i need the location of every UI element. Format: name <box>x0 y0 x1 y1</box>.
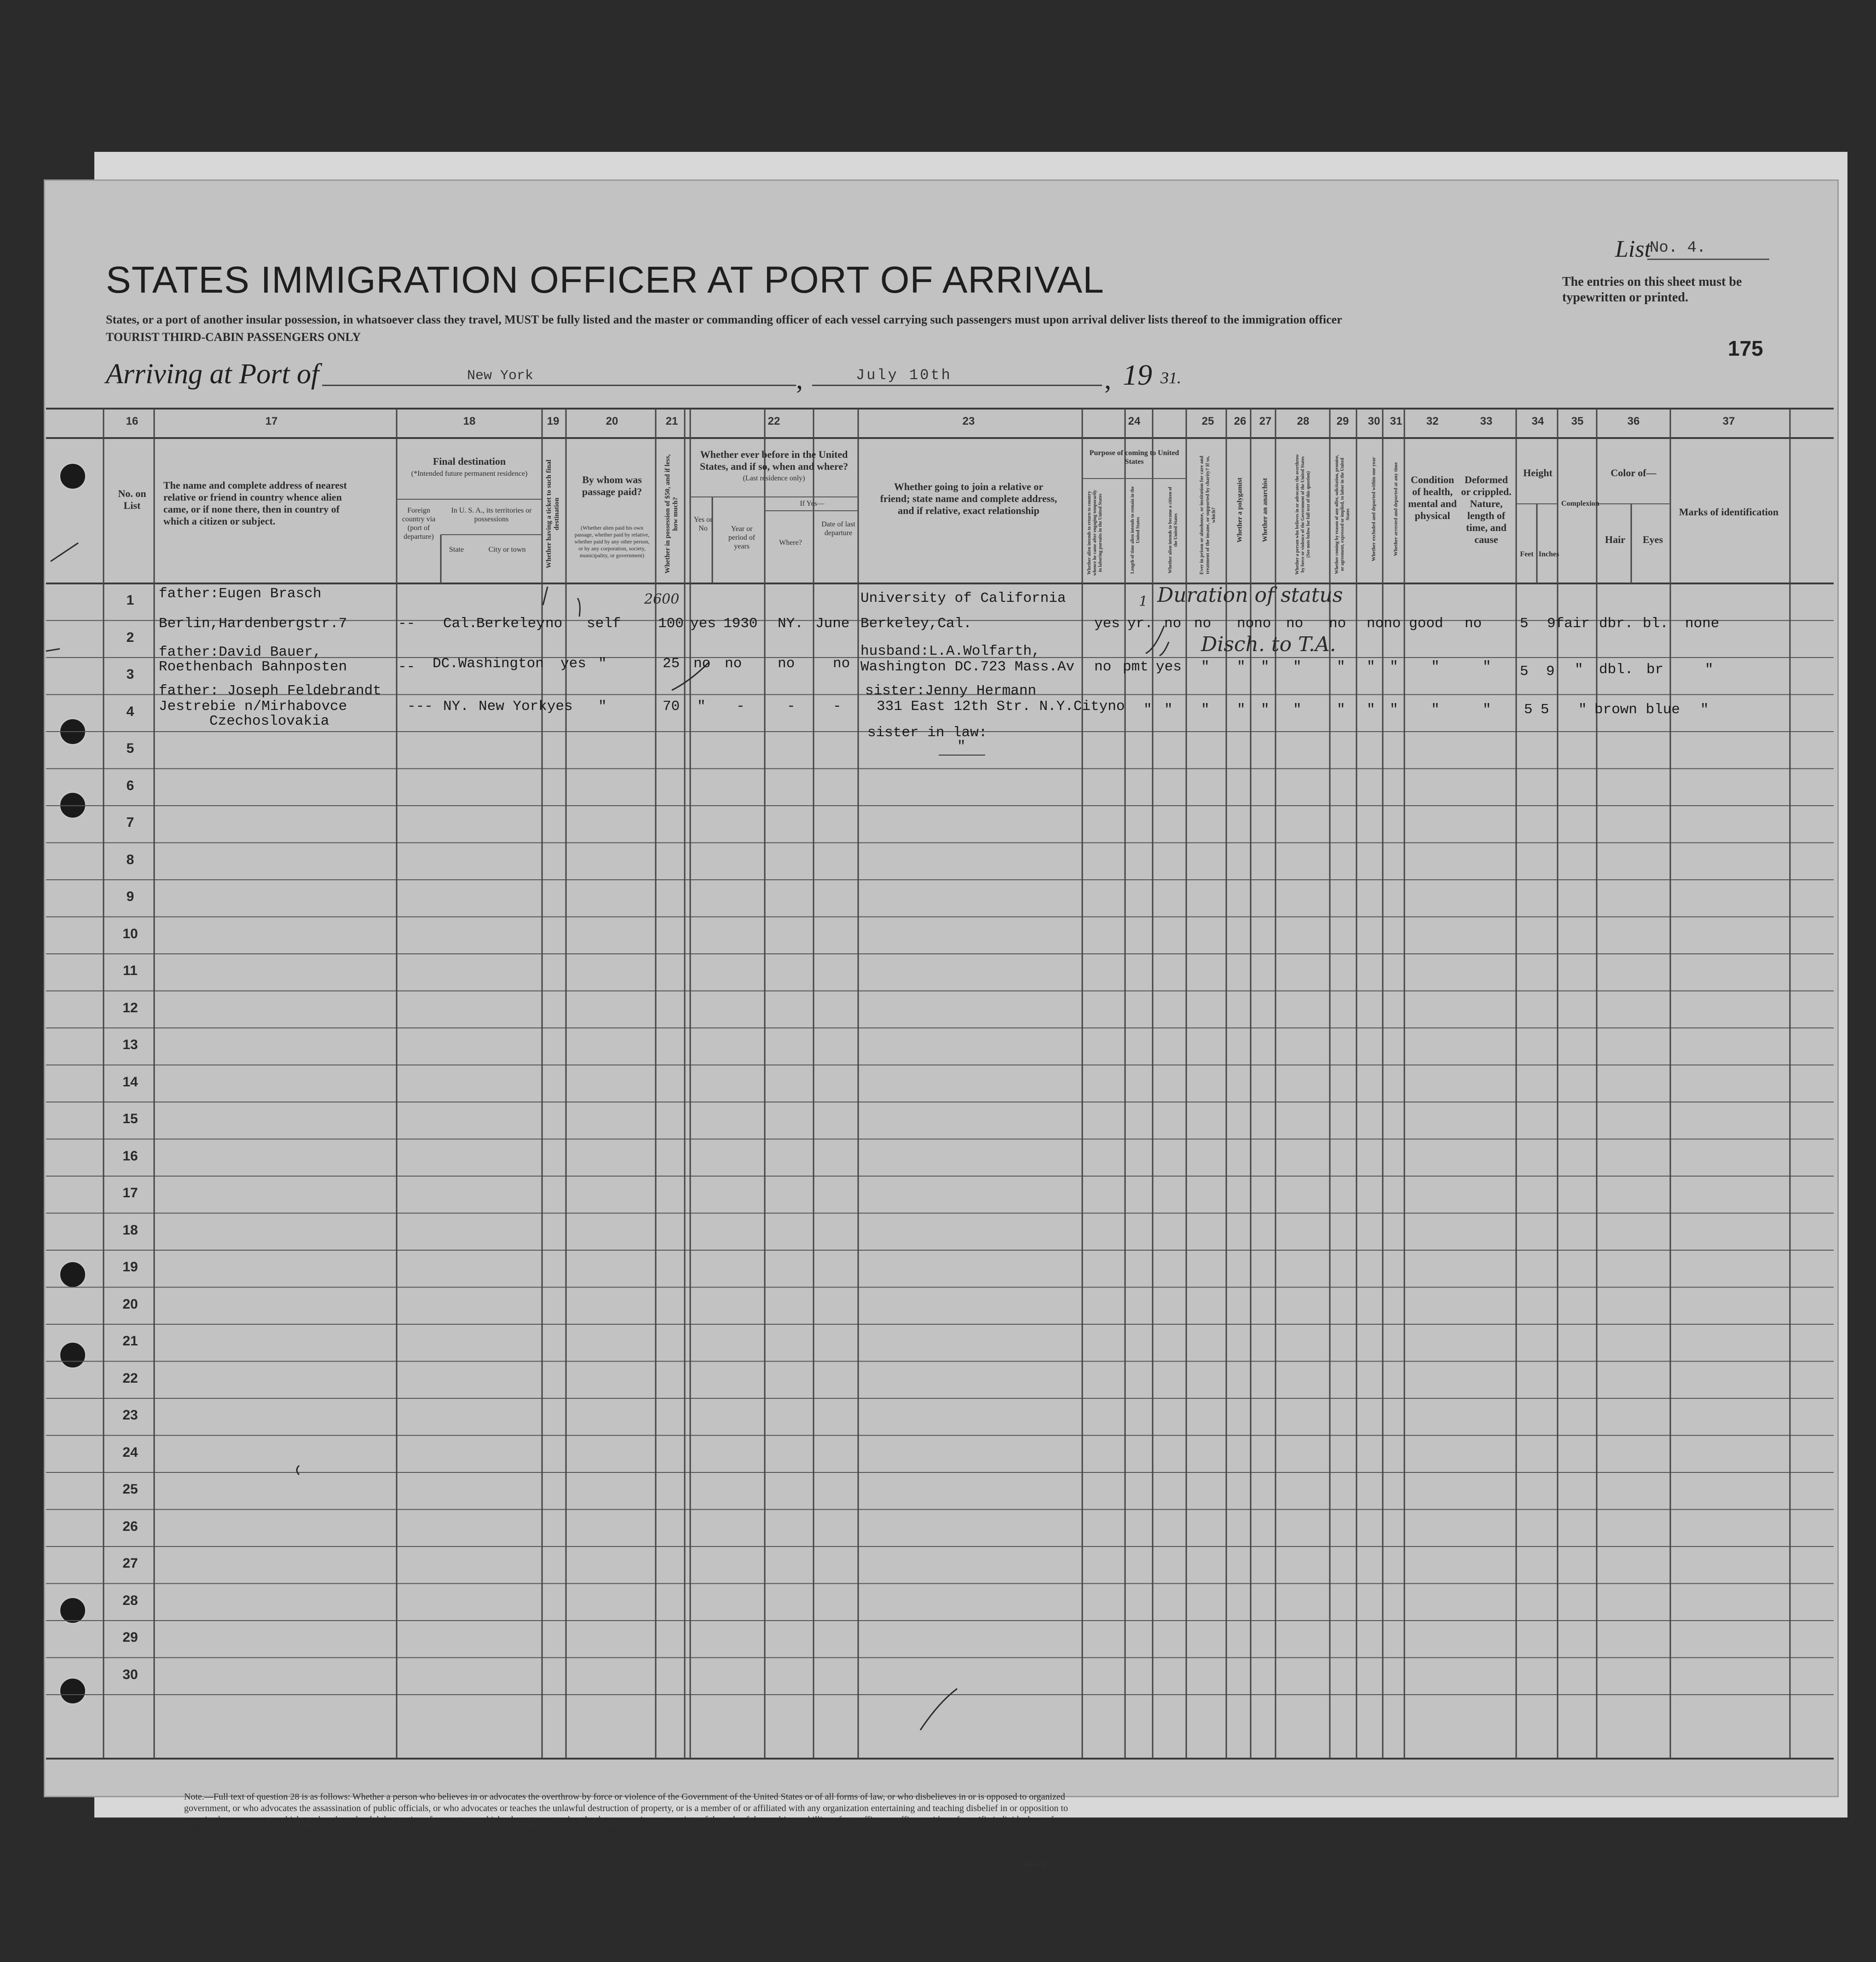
r2-ticket: yes <box>560 656 586 672</box>
r3-paid: " <box>598 698 607 715</box>
ditto-mark: " <box>1367 702 1375 718</box>
r1-state: Cal. <box>443 616 478 632</box>
arriving-label: Arriving at Port of <box>106 358 319 390</box>
hdr-ever-before-sub: (Last residence only) <box>743 474 805 482</box>
ditto-mark: " <box>1390 702 1398 718</box>
comma: , <box>796 364 803 394</box>
r3-marks: " <box>1700 702 1709 718</box>
column-number: 29 <box>1336 415 1349 427</box>
r3-money: 70 <box>663 698 680 715</box>
column-number: 21 <box>665 415 678 427</box>
r3-complexion: " <box>1578 702 1587 718</box>
hdr-passage-paid: By whom was passage paid? <box>582 474 642 497</box>
r2-join-line2: Washington DC.723 Mass.Av <box>860 659 1075 675</box>
handwritten-duration: Duration of status <box>1157 583 1343 607</box>
r2-join-line1: husband:L.A.Wolfarth, <box>860 643 1040 659</box>
r2-where: no <box>778 656 795 672</box>
column-number: 37 <box>1722 415 1735 427</box>
hdr-prison: Ever in prison or almshouse, or institution for care and treatment of the insane, or supported by charity? If so, which? <box>1199 456 1217 575</box>
hdr-purpose-return: Whether alien intends to return to country whence he came after engaging temporarily in laboring pursuits in the United States <box>1087 490 1103 576</box>
sheet-number: 175 <box>1728 336 1763 360</box>
ditto-mark: " <box>1143 702 1152 718</box>
hdr-passage-paid-sub: (Whether alien paid his own passage, whether paid by relative, whether paid by any other person, or by any corporation, society, municipality, or government) <box>574 525 650 559</box>
column-number: 36 <box>1627 415 1640 427</box>
hdr-marks: Marks of identification <box>1679 506 1779 518</box>
hdr-city: City or town <box>488 546 526 554</box>
r2-hair: dbl. <box>1599 662 1634 678</box>
r1-year: 1930 <box>723 616 758 632</box>
row-number: 20 <box>122 1296 138 1312</box>
row-number: 19 <box>122 1259 138 1275</box>
hdr-in-usa: In U. S. A., its territories or possessions <box>451 507 532 523</box>
ditto-mark: " <box>1337 659 1345 675</box>
row-number: 18 <box>122 1222 138 1238</box>
r1-prison: no <box>1194 616 1212 632</box>
r1-date: June <box>815 616 850 632</box>
column-number: 23 <box>962 415 975 427</box>
r3-join-line2: 331 East 12th Str. N.Y.Cityno <box>877 698 1125 715</box>
ditto-mark: " <box>1237 659 1246 675</box>
column-number: 20 <box>606 415 618 427</box>
hdr-hair: Hair <box>1605 534 1625 545</box>
r1-inches-complexion: 9fair <box>1547 616 1590 632</box>
column-number: 24 <box>1128 415 1141 427</box>
ditto-mark: " <box>1261 702 1270 718</box>
column-number: 26 <box>1234 415 1247 427</box>
ditto-mark: " <box>1261 659 1270 675</box>
row-number: 1 <box>126 593 134 608</box>
row-number: 6 <box>126 778 134 793</box>
r1-city: Berkeley <box>476 616 545 632</box>
r3-foreign: --- <box>407 698 433 715</box>
hdr-excluded: Whether excluded and deported within one year <box>1371 457 1377 561</box>
r3-where: - <box>787 698 796 715</box>
list-rule <box>1647 259 1769 260</box>
r4-join: sister in law: <box>867 725 987 741</box>
ditto-mark: " <box>1164 702 1173 718</box>
ditto-mark: " <box>1293 702 1302 718</box>
hdr-yes-no: Yes or No <box>693 516 713 532</box>
column-number: 33 <box>1480 415 1493 427</box>
arrival-date: July 10th <box>856 367 952 384</box>
r2-before: no <box>693 656 711 672</box>
r2-foreign: -- <box>398 659 416 675</box>
r2-marks: " <box>1705 662 1714 678</box>
hdr-ever-before: Whether ever before in the United States, and if so, when and where? <box>699 449 849 472</box>
r1-return: yes <box>1094 616 1120 632</box>
hdr-join-relative: Whether going to join a relative or friend; state name and complete address, and if relative, exact relationship <box>880 481 1057 516</box>
r3-relative-country: Czechoslovakia <box>209 713 329 729</box>
r1-paid: self <box>587 616 621 632</box>
r1-foreign: -- <box>398 616 416 632</box>
r3-inches: 5 <box>1541 702 1549 718</box>
column-number: 25 <box>1201 415 1214 427</box>
hdr-purpose-citizen: Whether alien intends to become a citizen of the United States <box>1168 486 1178 574</box>
r1-join-line1: University of California <box>860 590 1066 606</box>
hdr-year-period: Year or period of years <box>728 525 756 550</box>
r2-date: no <box>833 656 850 672</box>
hdr-feet: Feet <box>1520 550 1534 558</box>
r1-eyes: bl. <box>1643 616 1668 632</box>
column-number: 19 <box>547 415 560 427</box>
hdr-ticket: Whether having a ticket to such final destination <box>545 459 560 569</box>
year-prefix: 19 <box>1123 358 1152 391</box>
hdr-height: Height <box>1523 467 1553 479</box>
r2-year: no <box>725 656 742 672</box>
column-number: 27 <box>1259 415 1272 427</box>
r3-relative-address: Jestrebie n/Mirhabovce <box>159 698 347 715</box>
row-number: 5 <box>126 741 134 756</box>
hdr-condition: Condition of health, mental and physical <box>1408 474 1457 521</box>
hdr-final-destination-sub: (*Intended future permanent residence) <box>411 470 528 478</box>
arrival-port: New York <box>467 368 534 384</box>
column-number: 28 <box>1297 415 1310 427</box>
hdr-no-on-list: No. on List <box>118 488 146 511</box>
r2-state-city: DC.Washington <box>433 656 544 672</box>
column-number: 18 <box>463 415 476 427</box>
ditto-mark: " <box>1431 659 1440 675</box>
r1-q28: no <box>1286 616 1304 632</box>
hdr-polygamist: Whether a polygamist <box>1236 477 1244 543</box>
hdr-color-of: Color of— <box>1610 467 1657 479</box>
column-number: 32 <box>1426 415 1439 427</box>
hdr-deformed: Deformed or crippled. Nature, length of time, and cause <box>1461 474 1512 545</box>
hdr-purpose-length: Length of time alien intends to remain in the United States <box>1130 486 1141 574</box>
ditto-mark: " <box>1201 702 1210 718</box>
ditto-mark: " <box>1390 659 1398 675</box>
r1-hair: dbr. <box>1599 616 1634 632</box>
row-number: 11 <box>123 963 138 978</box>
hdr-complexion: Complexion <box>1561 500 1599 508</box>
column-number: 34 <box>1531 415 1544 427</box>
list-number: No. 4. <box>1650 239 1706 257</box>
row-number: 29 <box>122 1630 138 1645</box>
row-number: 14 <box>122 1074 138 1090</box>
r3-feet: 5 <box>1524 702 1533 718</box>
r1-join-line2: Berkeley,Cal. <box>860 616 972 632</box>
form-instructions: States, or a port of another insular possession, in whatsoever class they travel, MUST be fully listed and the master or commanding officer of each vessel carrying such passengers must upon arrival deliver lists thereof to the immigration officer <box>106 313 1342 326</box>
ditto-mark: " <box>1237 702 1246 718</box>
column-number: 16 <box>126 415 139 427</box>
r2-relative-name: father:David Bauer, <box>159 644 322 660</box>
column-number: 35 <box>1571 415 1584 427</box>
ditto-mark: " <box>1431 702 1440 718</box>
r2-length: pmt <box>1123 659 1149 675</box>
row-number: 2 <box>126 629 134 645</box>
r2-return: no <box>1094 659 1112 675</box>
row-number: 24 <box>122 1444 138 1460</box>
r3-date: - <box>833 698 842 715</box>
hdr-relative: The name and complete address of nearest relative or friend in country whence alien came, or if none there, then in country of which a citizen or subject. <box>163 479 347 527</box>
r1-q30-31: nono <box>1367 616 1401 632</box>
row-number: 17 <box>122 1185 138 1200</box>
r1-relative-name: father:Eugen Brasch <box>159 586 322 602</box>
row-number: 4 <box>126 704 134 719</box>
row-number: 22 <box>122 1370 138 1386</box>
hdr-eyes: Eyes <box>1643 534 1663 545</box>
row-number: 3 <box>126 667 134 682</box>
column-number: 17 <box>265 415 278 427</box>
handwritten-discharge: Disch. to T.A. <box>1201 633 1336 656</box>
ditto-mark: " <box>1483 659 1491 675</box>
hdr-arrested: Whether arrested and deported at any time <box>1393 462 1399 556</box>
hdr-where: Where? <box>779 539 802 547</box>
r1-before: yes <box>690 616 716 632</box>
column-number: 30 <box>1368 415 1380 427</box>
form-title: STATES IMMIGRATION OFFICER AT PORT OF ARRIVAL <box>106 259 1104 301</box>
hdr-inches: Inches <box>1538 550 1559 558</box>
row-number: 8 <box>126 852 134 867</box>
r2-citizen: yes <box>1156 659 1182 675</box>
row-number: 30 <box>122 1667 138 1682</box>
hdr-anarchist: Whether an anarchist <box>1261 478 1269 542</box>
hdr-final-destination: Final destination <box>433 456 506 467</box>
row-number: 16 <box>122 1148 138 1164</box>
r1-feet: 5 <box>1520 616 1529 632</box>
column-number: 22 <box>768 415 780 427</box>
r3-before: " <box>697 698 706 715</box>
hdr-date-departure: Date of last departure <box>821 520 855 537</box>
row-number: 15 <box>122 1111 138 1126</box>
row-number: 27 <box>122 1556 138 1571</box>
r3-city-ticket: New Yorkyes <box>479 698 573 715</box>
r1-ticket: no <box>545 616 563 632</box>
row-number: 12 <box>122 1000 138 1016</box>
row-number: 25 <box>122 1482 138 1497</box>
footnote-question-28: Note.—Full text of question 28 is as follows: Whether a person who believes in or advocates the overthrow by force or violence of the Government of the United States or of all forms of law, or who disbelieves in or is opposed to organized government, or who advocates the assassination of public officials, or who advocates or teaches the unlawful destruction of property, or is a member of or affiliated with any organization entertaining and teaching disbelief in or opposition to organized government or which teaches the unlawful destruction of property, or which advocates or teaches the duty, necessity, or propriety of the unlawful assaulting or killing of any officer or officers, either of specific individuals or of officers generally, of the Government of the United States or of any other organized government because of his or their official character. <box>184 1792 1068 1836</box>
r1-relative-address: Berlin,Hardenbergstr.7 <box>159 616 347 632</box>
ditto-mark: " <box>1337 702 1345 718</box>
r1-polygamist-anarchist: nono <box>1237 616 1271 632</box>
hdr-overthrow: Whether a person who believes in or advocates the overthrow by force or violence of the Government of the United States (See note below for full text of this question) <box>1295 454 1311 575</box>
r4-join-ditto: " <box>939 739 985 756</box>
form-code: 14—630 <box>1024 1861 1046 1868</box>
r3-state: NY. <box>443 698 469 715</box>
r1-citizen: no <box>1164 616 1182 632</box>
hdr-possession-50: Whether in possession of $50, and if less, how much? <box>664 454 679 574</box>
row-number: 21 <box>122 1333 138 1349</box>
row-number: 7 <box>126 815 134 830</box>
r3-join-line1: sister:Jenny Hermann <box>865 683 1037 699</box>
r1-health: good <box>1409 616 1443 632</box>
hdr-if-yes: If Yes— <box>800 500 825 508</box>
port-rule <box>322 385 796 386</box>
r2-paid: " <box>598 656 607 672</box>
column-number: 31 <box>1390 415 1403 427</box>
r1-money: 100 <box>658 616 684 632</box>
hdr-offer-labor: Whether coming by reason of any offer, solicitation, promise, or agreement, expressed or implied, to labor in the United States <box>1334 455 1351 574</box>
ditto-mark: " <box>1201 659 1210 675</box>
r3-hair-eyes: brown blue <box>1594 702 1680 718</box>
r1-length: yr. <box>1127 616 1153 632</box>
r2-relative-address: Roethenbach Bahnposten <box>159 659 347 675</box>
list-label: List <box>1615 236 1651 262</box>
row-number: 28 <box>122 1593 138 1608</box>
r2-money: 25 <box>663 656 680 672</box>
r1-where: NY. <box>778 616 803 632</box>
r2-inches: 9 <box>1546 664 1555 680</box>
ditto-mark: " <box>1367 659 1375 675</box>
year-suffix: 31. <box>1160 369 1181 387</box>
r3-relative-name: father: Joseph Feldebrandt <box>159 683 381 699</box>
ditto-mark: " <box>1293 659 1302 675</box>
row-number: 26 <box>122 1518 138 1534</box>
hdr-foreign-country: Foreign country via (port of departure) <box>402 507 436 541</box>
r1-length-handwritten: 1 <box>1139 594 1148 610</box>
r1-money-handwritten: 2600 <box>644 591 680 607</box>
comma: , <box>1104 364 1111 394</box>
hdr-purpose: Purpose of coming to United States <box>1089 449 1179 466</box>
r1-q29: no <box>1329 616 1346 632</box>
hdr-state: State <box>449 546 464 554</box>
ditto-mark: " <box>1483 702 1491 718</box>
passenger-class: TOURIST THIRD-CABIN PASSENGERS ONLY <box>106 330 361 344</box>
r3-year: - <box>736 698 745 715</box>
r1-deformed: no <box>1465 616 1482 632</box>
r2-eyes: br <box>1646 662 1664 678</box>
r1-marks: none <box>1685 616 1720 632</box>
date-rule <box>812 385 1102 386</box>
r2-complexion: " <box>1575 662 1583 678</box>
row-number: 9 <box>126 889 134 904</box>
row-number: 13 <box>122 1037 138 1052</box>
r2-feet: 5 <box>1520 664 1529 680</box>
entries-note: The entries on this sheet must be typewritten or printed. <box>1562 275 1742 305</box>
row-number: 23 <box>122 1408 138 1423</box>
row-number: 10 <box>122 926 138 941</box>
